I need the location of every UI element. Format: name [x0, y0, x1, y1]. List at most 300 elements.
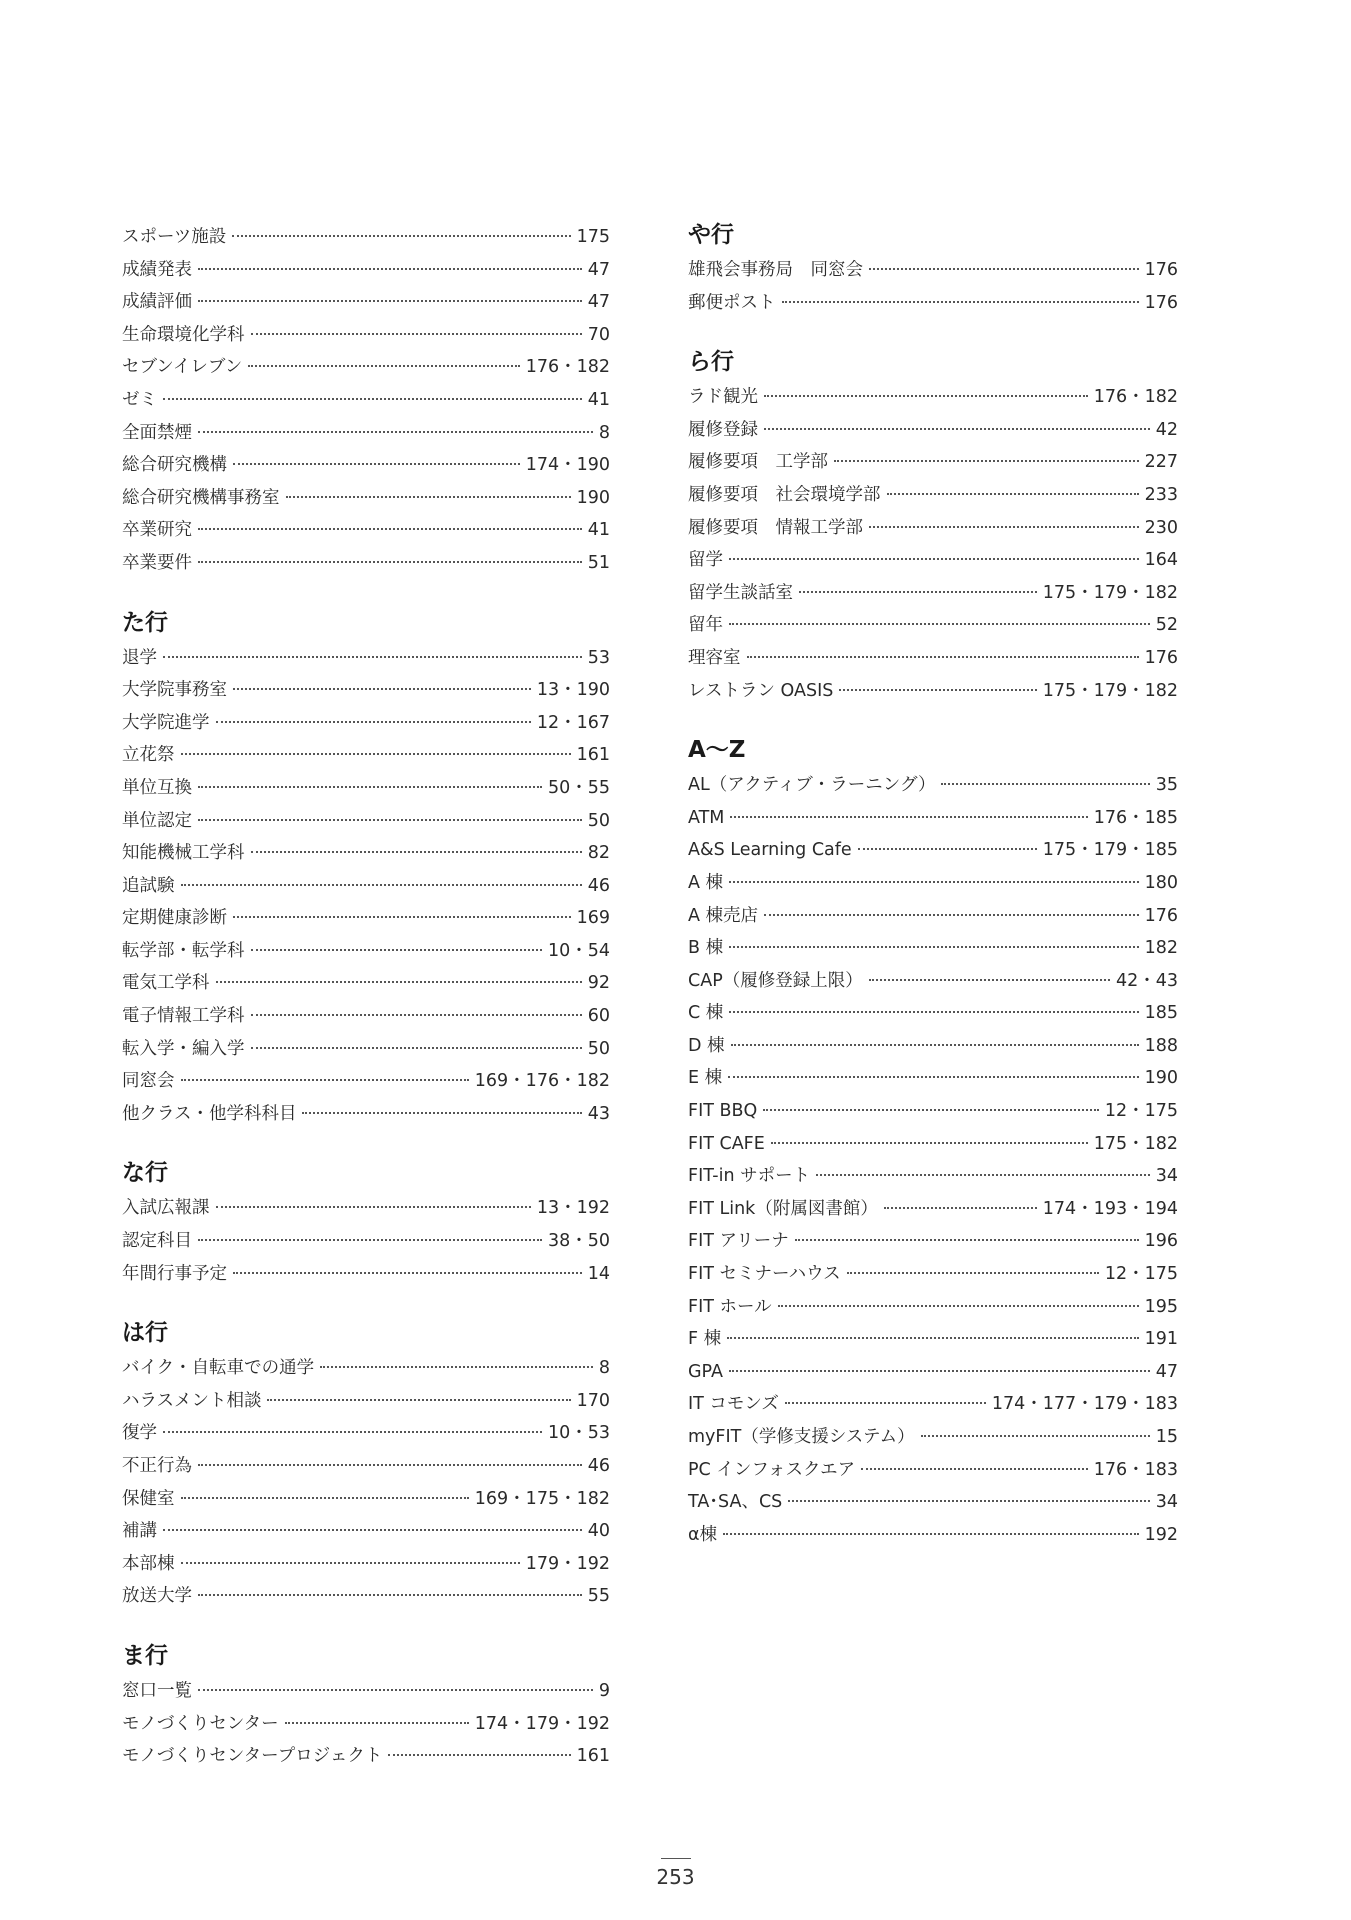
dot-leader — [764, 914, 1139, 916]
dot-leader — [198, 786, 542, 788]
index-page-numbers: 191 — [1144, 1329, 1178, 1350]
dot-leader — [723, 1533, 1139, 1535]
index-page-numbers: 176・183 — [1093, 1459, 1178, 1480]
index-entry — [122, 707, 610, 740]
index-page-numbers: 195 — [1144, 1296, 1178, 1317]
index-term: 単位認定 — [122, 810, 192, 831]
index-term: A&S Learning Cafe — [688, 840, 852, 861]
index-page-numbers: 196 — [1144, 1231, 1178, 1252]
index-page-numbers: 41 — [587, 520, 610, 541]
index-entry — [688, 769, 1178, 802]
index-entry — [122, 1483, 610, 1516]
dot-leader — [727, 1337, 1138, 1339]
dot-leader — [232, 235, 570, 237]
index-entry — [122, 1033, 610, 1066]
index-term: FIT セミナーハウス — [688, 1264, 841, 1285]
dot-leader — [884, 1207, 1037, 1209]
index-page-numbers: 175・179・182 — [1042, 680, 1178, 701]
index-entry — [122, 449, 610, 482]
dot-leader — [302, 1112, 581, 1114]
index-page-numbers: 53 — [587, 647, 610, 668]
index-term: ハラスメント相談 — [122, 1390, 262, 1411]
dot-leader — [847, 1272, 1099, 1274]
dot-leader — [834, 460, 1139, 462]
index-entry — [688, 1291, 1178, 1324]
index-entry — [122, 935, 610, 968]
index-page-numbers: 164 — [1144, 550, 1178, 571]
dot-leader — [764, 428, 1150, 430]
index-page-numbers: 40 — [587, 1521, 610, 1542]
index-entry — [122, 1065, 610, 1098]
index-term: 履修登録 — [688, 419, 758, 440]
dot-leader — [731, 1044, 1139, 1046]
footer-rule — [661, 1858, 691, 1859]
index-page-numbers: 70 — [587, 324, 610, 345]
index-term: F 棟 — [688, 1329, 722, 1350]
index-term: C 棟 — [688, 1003, 724, 1024]
index-term: ゼミ — [122, 389, 157, 410]
dot-leader — [181, 1079, 469, 1081]
dot-leader — [198, 300, 582, 302]
index-term: α棟 — [688, 1524, 718, 1545]
index-page-numbers: 52 — [1155, 615, 1178, 636]
dot-leader — [286, 496, 571, 498]
index-term: 履修要項 情報工学部 — [688, 517, 863, 538]
index-term: 単位互換 — [122, 777, 192, 798]
index-page-numbers: 175・179・182 — [1042, 582, 1178, 603]
index-entry — [122, 902, 610, 935]
index-page-numbers: 55 — [587, 1586, 610, 1607]
index-term: 年間行事予定 — [122, 1263, 227, 1284]
index-term: 立花祭 — [122, 745, 175, 766]
dot-leader — [771, 1142, 1088, 1144]
index-page-numbers: 82 — [587, 843, 610, 864]
index-page-numbers: 43 — [587, 1103, 610, 1124]
index-entry — [122, 482, 610, 515]
dot-leader — [248, 365, 519, 367]
section-heading: ら行 — [688, 349, 734, 376]
dot-leader — [251, 851, 582, 853]
index-page-numbers: 227 — [1144, 452, 1178, 473]
dot-leader — [198, 431, 593, 433]
index-page-numbers: 190 — [576, 487, 610, 508]
index-term: 成績発表 — [122, 259, 192, 280]
index-entry — [688, 479, 1178, 512]
index-page-numbers: 170 — [576, 1390, 610, 1411]
index-entry — [122, 1580, 610, 1613]
index-page-numbers: 233 — [1144, 484, 1178, 505]
index-term: CAP（履修登録上限） — [688, 970, 863, 991]
index-page-numbers: 176・182 — [1093, 387, 1178, 408]
index-term: 総合研究機構 — [122, 455, 227, 476]
dot-leader — [198, 1594, 582, 1596]
index-term: 本部棟 — [122, 1553, 175, 1574]
index-entry — [688, 1258, 1178, 1291]
index-entry — [688, 675, 1178, 708]
dot-leader — [887, 493, 1139, 495]
index-entry — [688, 1486, 1178, 1519]
dot-leader — [861, 1468, 1088, 1470]
index-entry — [688, 414, 1178, 447]
index-entry — [122, 772, 610, 805]
index-term: 雄飛会事務局 同窓会 — [688, 260, 863, 280]
index-entry — [122, 1225, 610, 1258]
index-page-numbers: 176・182 — [525, 357, 610, 378]
index-term: 追試験 — [122, 875, 175, 896]
index-page-numbers: 50・55 — [547, 777, 610, 798]
index-page-numbers: 34 — [1155, 1166, 1178, 1187]
dot-leader — [869, 268, 1139, 270]
index-term: バイク・自転車での通学 — [122, 1358, 315, 1379]
index-term: 転学部・転学科 — [122, 940, 245, 961]
index-entry — [122, 837, 610, 870]
index-term: TA･SA、CS — [688, 1492, 783, 1513]
index-term: ATM — [688, 807, 725, 828]
dot-leader — [747, 656, 1139, 658]
index-term: FIT ホール — [688, 1296, 772, 1317]
dot-leader — [729, 1370, 1150, 1372]
index-entry — [122, 319, 610, 352]
section-heading: ま行 — [122, 1642, 168, 1669]
index-term: 電子情報工学科 — [122, 1006, 245, 1027]
index-entry — [122, 1675, 610, 1708]
index-term: 電気工学科 — [122, 973, 210, 994]
index-entry — [688, 1095, 1178, 1128]
dot-leader — [216, 721, 531, 723]
index-term: 放送大学 — [122, 1586, 192, 1607]
index-term: 同窓会 — [122, 1071, 175, 1092]
index-entry — [688, 1421, 1178, 1454]
dot-leader — [198, 1689, 593, 1691]
index-entry — [122, 967, 610, 1000]
index-entry — [688, 1030, 1178, 1063]
index-term: 知能機械工学科 — [122, 843, 245, 864]
index-page-numbers: 176 — [1144, 292, 1178, 313]
index-entry — [122, 1192, 610, 1225]
dot-leader — [764, 395, 1088, 397]
index-entry — [122, 1450, 610, 1483]
index-term: ラド観光 — [688, 387, 758, 408]
index-entry — [688, 1128, 1178, 1161]
index-entry — [688, 1225, 1178, 1258]
dot-leader — [778, 1305, 1139, 1307]
index-term: 全面禁煙 — [122, 422, 192, 443]
index-page-numbers: 46 — [587, 1456, 610, 1476]
index-page-numbers: 176・185 — [1093, 807, 1178, 828]
index-term: 認定科目 — [122, 1231, 192, 1252]
index-term: IT コモンズ — [688, 1394, 779, 1415]
index-term: PC インフォスクエア — [688, 1459, 856, 1480]
index-term: レストラン OASIS — [688, 680, 834, 701]
index-page-numbers: 8 — [598, 1358, 610, 1379]
dot-leader — [729, 881, 1139, 883]
index-term: 窓口一覧 — [122, 1680, 192, 1701]
dot-leader — [799, 591, 1037, 593]
dot-leader — [163, 1431, 542, 1433]
index-page-numbers: 14 — [587, 1263, 610, 1284]
index-entry — [688, 932, 1178, 965]
index-page-numbers: 38・50 — [547, 1231, 610, 1252]
dot-leader — [728, 1076, 1138, 1078]
dot-leader — [921, 1435, 1150, 1437]
index-page-numbers: 9 — [598, 1680, 610, 1701]
index-page-numbers: 42 — [1155, 419, 1178, 440]
index-term: 補講 — [122, 1521, 157, 1542]
index-entry — [122, 805, 610, 838]
index-term: 転入学・編入学 — [122, 1038, 245, 1059]
index-entry — [688, 900, 1178, 933]
index-term: D 棟 — [688, 1035, 725, 1056]
dot-leader — [788, 1500, 1149, 1502]
dot-leader — [251, 333, 582, 335]
dot-leader — [198, 819, 582, 821]
dot-leader — [198, 561, 582, 563]
dot-leader — [729, 946, 1139, 948]
dot-leader — [163, 1529, 582, 1531]
index-entry — [122, 1385, 610, 1418]
index-term: 留年 — [688, 615, 723, 636]
index-term: 理容室 — [688, 647, 741, 668]
index-page-numbers: 175・182 — [1093, 1133, 1178, 1154]
index-term: 卒業研究 — [122, 520, 192, 541]
dot-leader — [216, 1206, 531, 1208]
index-page-numbers: 179・192 — [525, 1553, 610, 1574]
right-index-column — [688, 221, 1178, 1551]
dot-leader — [181, 1562, 520, 1564]
index-term: 成績評価 — [122, 292, 192, 313]
index-page-numbers: 42・43 — [1115, 970, 1178, 991]
index-page-numbers: 12・175 — [1104, 1264, 1178, 1285]
index-page-numbers: 50 — [587, 810, 610, 831]
index-page-numbers: 188 — [1144, 1035, 1178, 1056]
index-page-numbers: 15 — [1155, 1427, 1178, 1447]
index-entry — [688, 1160, 1178, 1193]
index-page-numbers: 192 — [1144, 1524, 1178, 1545]
index-term: 卒業要件 — [122, 552, 192, 573]
index-term: 生命環境化学科 — [122, 324, 245, 345]
dot-leader — [251, 1014, 582, 1016]
index-page-numbers: 175 — [576, 227, 610, 247]
index-entry — [688, 1356, 1178, 1389]
dot-leader — [233, 688, 531, 690]
index-term: FIT アリーナ — [688, 1231, 789, 1252]
dot-leader — [858, 848, 1037, 850]
index-page-numbers: 180 — [1144, 872, 1178, 893]
index-term: 総合研究機構事務室 — [122, 487, 280, 508]
index-term: スポーツ施設 — [122, 227, 227, 247]
section-heading: は行 — [122, 1320, 168, 1347]
index-term: A 棟 — [688, 872, 724, 893]
index-page-numbers: 34 — [1155, 1492, 1178, 1513]
section-heading: な行 — [122, 1160, 168, 1187]
index-entry — [122, 1515, 610, 1548]
index-entry — [688, 1323, 1178, 1356]
index-entry — [688, 965, 1178, 998]
index-page-numbers: 12・167 — [536, 712, 610, 733]
dot-leader — [251, 949, 542, 951]
index-page-numbers: 50 — [587, 1038, 610, 1059]
index-term: 留学 — [688, 550, 723, 571]
index-entry — [122, 384, 610, 417]
index-entry — [122, 739, 610, 772]
dot-leader — [816, 1174, 1150, 1176]
index-term: myFIT（学修支援システム） — [688, 1427, 915, 1447]
dot-leader — [216, 981, 582, 983]
index-term: 留学生談話室 — [688, 582, 793, 603]
index-page-numbers: 13・192 — [536, 1198, 610, 1219]
index-term: 定期健康診断 — [122, 908, 227, 929]
index-entry — [122, 351, 610, 384]
index-entry — [122, 1548, 610, 1581]
index-page-numbers: 46 — [587, 875, 610, 896]
index-page-numbers: 10・53 — [547, 1423, 610, 1444]
index-page-numbers: 185 — [1144, 1003, 1178, 1024]
index-entry — [688, 642, 1178, 675]
index-entry — [122, 674, 610, 707]
index-term: 入試広報課 — [122, 1198, 210, 1219]
index-term: AL（アクティブ・ラーニング） — [688, 775, 936, 796]
index-page-numbers: 12・175 — [1104, 1101, 1178, 1122]
dot-leader — [181, 884, 582, 886]
section-heading: た行 — [122, 609, 168, 636]
index-term: FIT CAFE — [688, 1133, 765, 1154]
index-term: 不正行為 — [122, 1456, 192, 1476]
dot-leader — [763, 1109, 1099, 1111]
index-entry — [122, 547, 610, 580]
section-heading: や行 — [688, 222, 734, 248]
left-index-column — [122, 221, 610, 1773]
index-term: 大学院事務室 — [122, 680, 227, 701]
index-entry — [688, 577, 1178, 610]
dot-leader — [181, 753, 571, 755]
index-entry — [688, 544, 1178, 577]
dot-leader — [729, 1011, 1138, 1013]
index-term: モノづくりセンター — [122, 1713, 279, 1734]
index-page-numbers: 161 — [576, 745, 610, 766]
index-entry — [688, 1388, 1178, 1421]
index-entry — [122, 870, 610, 903]
index-page-numbers: 174・190 — [525, 455, 610, 476]
index-entry — [122, 254, 610, 287]
dot-leader — [233, 463, 520, 465]
dot-leader — [785, 1402, 986, 1404]
dot-leader — [730, 816, 1087, 818]
page-footer — [0, 1858, 1351, 1889]
index-page-numbers: 161 — [576, 1746, 610, 1767]
index-entry — [122, 1098, 610, 1131]
dot-leader — [181, 1497, 469, 1499]
index-term: 他クラス・他学科科目 — [122, 1103, 297, 1124]
index-term: FIT BBQ — [688, 1101, 758, 1122]
index-page-numbers: 60 — [587, 1006, 610, 1027]
index-page-numbers: 35 — [1155, 775, 1178, 796]
index-page-numbers: 169・175・182 — [474, 1488, 610, 1509]
index-entry — [688, 834, 1178, 867]
dot-leader — [388, 1754, 570, 1756]
index-page-numbers: 13・190 — [536, 680, 610, 701]
index-page-numbers: 175・179・185 — [1042, 840, 1178, 861]
index-entry — [688, 446, 1178, 479]
dot-leader — [729, 623, 1150, 625]
dot-leader — [198, 1239, 542, 1241]
index-entry — [688, 1519, 1178, 1552]
index-term: 保健室 — [122, 1488, 175, 1509]
dot-leader — [233, 1272, 582, 1274]
index-term: FIT-in サポート — [688, 1166, 811, 1187]
index-page-numbers: 92 — [587, 973, 610, 994]
index-entry — [122, 417, 610, 450]
index-page-numbers: 169・176・182 — [474, 1071, 610, 1092]
index-term: 退学 — [122, 647, 157, 668]
index-page-numbers: 8 — [598, 422, 610, 443]
dot-leader — [782, 301, 1139, 303]
dot-leader — [729, 558, 1139, 560]
index-term: 履修要項 社会環境学部 — [688, 484, 881, 505]
index-entry — [122, 1417, 610, 1450]
index-entry — [688, 287, 1178, 320]
index-entry — [122, 286, 610, 319]
index-entry — [122, 221, 610, 254]
index-page-numbers: 190 — [1144, 1068, 1178, 1089]
index-page-numbers: 182 — [1144, 938, 1178, 959]
index-term: GPA — [688, 1361, 723, 1382]
index-page-numbers: 169 — [576, 908, 610, 929]
dot-leader — [869, 526, 1139, 528]
index-page-numbers: 176 — [1144, 260, 1178, 280]
index-entry — [688, 254, 1178, 287]
section-heading: A～Z — [688, 737, 746, 764]
index-term: モノづくりセンタープロジェクト — [122, 1746, 383, 1767]
index-entry — [122, 642, 610, 675]
index-entry — [122, 514, 610, 547]
index-term: 大学院進学 — [122, 712, 210, 733]
index-entry — [122, 1000, 610, 1033]
index-page-numbers: 174・177・179・183 — [991, 1394, 1178, 1415]
index-term: 復学 — [122, 1423, 157, 1444]
index-page-numbers: 47 — [587, 259, 610, 280]
index-page-numbers: 10・54 — [547, 940, 610, 961]
index-entry — [688, 1062, 1178, 1095]
dot-leader — [795, 1239, 1139, 1241]
index-entry — [688, 867, 1178, 900]
index-term: セブンイレブン — [122, 357, 243, 378]
page-number: 253 — [656, 1865, 695, 1889]
index-term: FIT Link（附属図書館） — [688, 1198, 878, 1219]
index-page-numbers: 230 — [1144, 517, 1178, 538]
index-page-numbers: 47 — [587, 292, 610, 313]
dot-leader — [285, 1722, 469, 1724]
index-page-numbers: 47 — [1155, 1361, 1178, 1382]
index-page-numbers: 176 — [1144, 647, 1178, 668]
index-term: 履修要項 工学部 — [688, 452, 828, 473]
index-page-numbers: 174・179・192 — [474, 1713, 610, 1734]
index-term: B 棟 — [688, 938, 724, 959]
dot-leader — [198, 528, 582, 530]
index-term: 郵便ポスト — [688, 292, 776, 313]
dot-leader — [267, 1399, 570, 1401]
dot-leader — [233, 916, 571, 918]
index-page-numbers: 176 — [1144, 905, 1178, 926]
index-entry — [688, 1193, 1178, 1226]
index-entry — [122, 1352, 610, 1385]
dot-leader — [320, 1366, 593, 1368]
index-page-numbers: 41 — [587, 389, 610, 410]
dot-leader — [198, 1464, 582, 1466]
dot-leader — [941, 783, 1149, 785]
dot-leader — [839, 689, 1036, 691]
dot-leader — [198, 268, 582, 270]
index-page-numbers: 51 — [587, 552, 610, 573]
